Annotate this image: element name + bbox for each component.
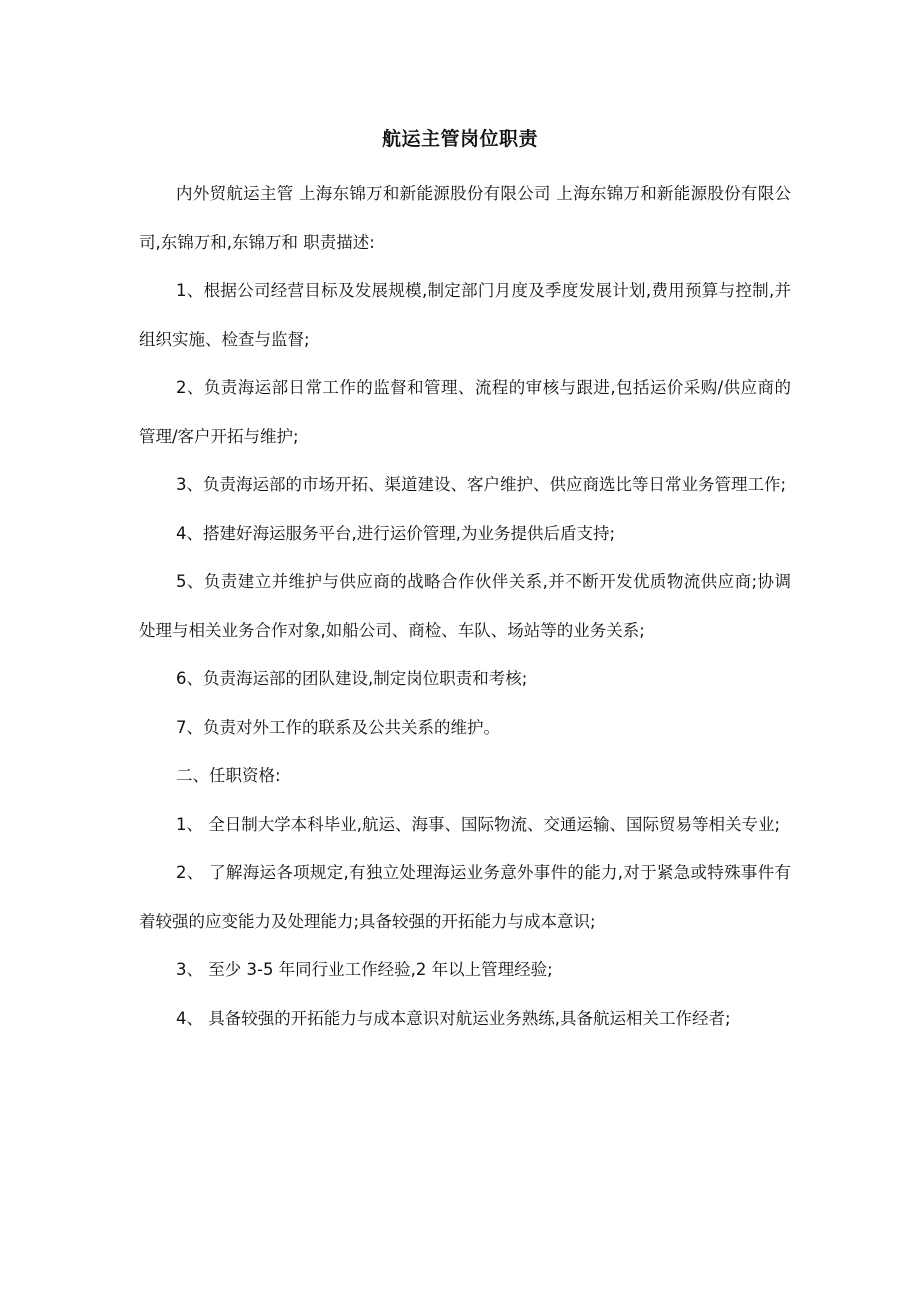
duty-item-5: 5、负责建立并维护与供应商的战略合作伙伴关系,并不断开发优质物流供应商;协调处理与相关业务合作对象,如船公司、商检、车队、场站等的业务关系; xyxy=(139,572,791,640)
intro-paragraph: 内外贸航运主管 上海东锦万和新能源股份有限公司 上海东锦万和新能源股份有限公司,东锦万和,东锦万和 职责描述: xyxy=(139,184,791,252)
duty-item-1: 1、根据公司经营目标及发展规模,制定部门月度及季度发展计划,费用预算与控制,并组织实施、检查与监督; xyxy=(139,281,791,349)
qualification-item-2: 2、 了解海运各项规定,有独立处理海运业务意外事件的能力,对于紧急或特殊事件有着较强的应变能力及处理能力;具备较强的开拓能力与成本意识; xyxy=(139,863,791,931)
duty-item-2: 2、负责海运部日常工作的监督和管理、流程的审核与跟进,包括运价采购/供应商的管理/客户开拓与维护; xyxy=(139,378,791,446)
duty-item-7: 7、负责对外工作的联系及公共关系的维护。 xyxy=(176,717,500,737)
document-title: 航运主管岗位职责 xyxy=(381,128,538,150)
document-body xyxy=(139,170,791,1043)
qualifications-heading: 二、任职资格: xyxy=(176,766,281,785)
qualification-item-1: 1、 全日制大学本科毕业,航运、海事、国际物流、交通运输、国际贸易等相关专业; xyxy=(176,814,781,834)
duty-item-6: 6、负责海运部的团队建设,制定岗位职责和考核; xyxy=(176,669,528,688)
qualification-item-3: 3、 至少 3-5 年同行业工作经验,2 年以上管理经验; xyxy=(176,960,553,979)
duty-item-3: 3、负责海运部的市场开拓、渠道建设、客户维护、供应商选比等日常业务管理工作; xyxy=(176,475,787,494)
duty-item-4: 4、搭建好海运服务平台,进行运价管理,为业务提供后盾支持; xyxy=(176,523,616,543)
qualification-item-4: 4、 具备较强的开拓能力与成本意识对航运业务熟练,具备航运相关工作经者; xyxy=(176,1008,731,1028)
